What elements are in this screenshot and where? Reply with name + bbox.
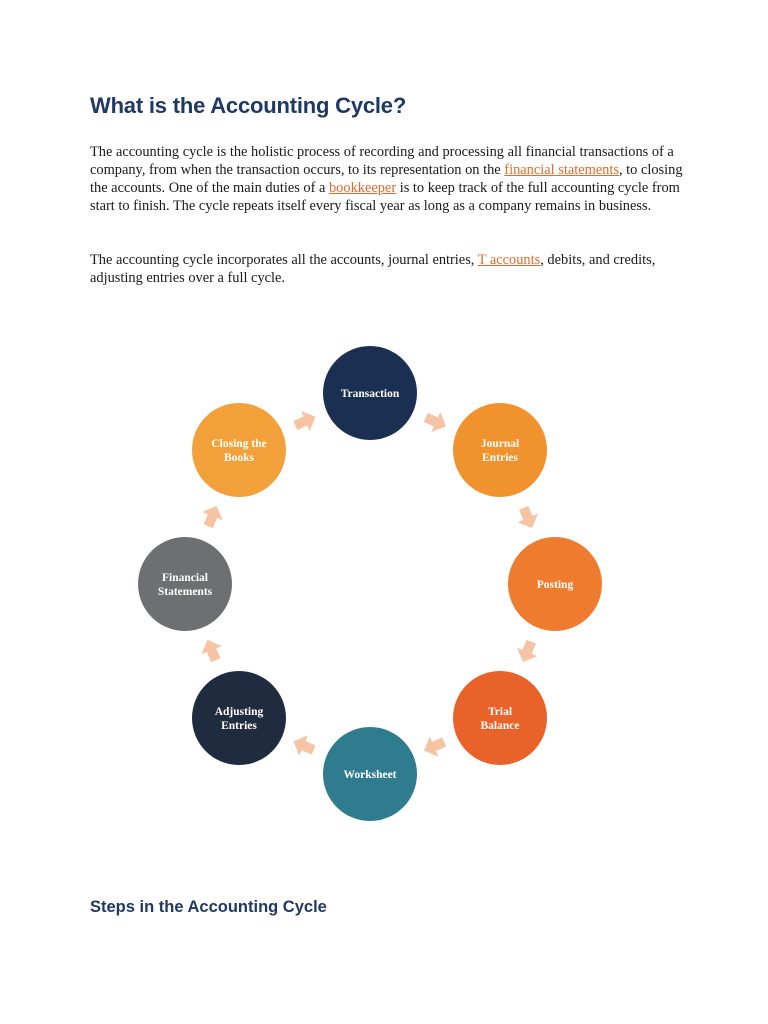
cycle-arrow: [198, 502, 227, 531]
cycle-step-label: Trial: [487, 706, 513, 718]
cycle-arrow: [289, 731, 318, 760]
cycle-arrow: [197, 636, 226, 665]
cycle-step-label: Transaction: [340, 388, 400, 400]
cycle-step-circle: [138, 537, 232, 631]
cycle-step-circle: [192, 671, 286, 765]
cycle-step: [453, 671, 547, 765]
cycle-arrow: [421, 407, 450, 436]
cycle-arrow: [513, 638, 542, 667]
cycle-step-label: Statements: [157, 586, 213, 598]
financial-statements-link[interactable]: financial statements: [504, 162, 619, 178]
second-text-1: The accounting cycle incorporates all the accounts, journal entries,: [90, 252, 478, 268]
t-accounts-link[interactable]: T accounts: [477, 252, 541, 268]
cycle-step-label: Financial: [161, 572, 209, 584]
intro-text-3: is to keep track of the full accounting cycle from start to finish. The cycle repeats itself every fiscal year as long as a company remains in business.: [90, 180, 680, 214]
intro-text-1: The accounting cycle is the holistic process of recording and processing all financial transactions of a company, from when the transaction occurs, to its representation on the: [90, 144, 674, 178]
section-heading: Steps in the Accounting Cycle: [90, 898, 327, 916]
bookkeeper-link[interactable]: bookkeeper: [328, 180, 397, 196]
page-title: What is the Accounting Cycle?: [90, 93, 407, 118]
cycle-step-circle: [453, 671, 547, 765]
second-text-2: , debits, and credits, adjusting entries over a full cycle.: [90, 252, 656, 286]
intro-text-2: , to closing the accounts. One of the main duties of a: [90, 162, 683, 196]
cycle-arrow: [514, 504, 543, 533]
cycle-step: [192, 671, 286, 765]
cycle-step: [192, 403, 286, 497]
cycle-step-label: Posting: [536, 579, 574, 591]
cycle-step-label: Balance: [480, 720, 520, 732]
cycle-step-label: Closing the: [211, 438, 267, 450]
intro-paragraph: [90, 143, 690, 215]
cycle-step: [138, 537, 232, 631]
cycle-step-circle: [192, 403, 286, 497]
cycle-step-label: Worksheet: [343, 769, 397, 781]
second-paragraph: [90, 251, 690, 287]
accounting-cycle-diagram: [0, 320, 768, 850]
cycle-step: [323, 346, 417, 440]
cycle-step: [453, 403, 547, 497]
cycle-arrow: [291, 407, 320, 436]
cycle-step-label: Entries: [221, 720, 257, 732]
cycle-step: [508, 537, 602, 631]
cycle-step-label: Adjusting: [214, 706, 264, 718]
cycle-step-label: Entries: [482, 452, 518, 464]
cycle-step-label: Journal: [480, 438, 520, 450]
cycle-step-circle: [453, 403, 547, 497]
cycle-step-label: Books: [223, 452, 255, 464]
cycle-step: [323, 727, 417, 821]
cycle-arrow: [420, 732, 449, 761]
